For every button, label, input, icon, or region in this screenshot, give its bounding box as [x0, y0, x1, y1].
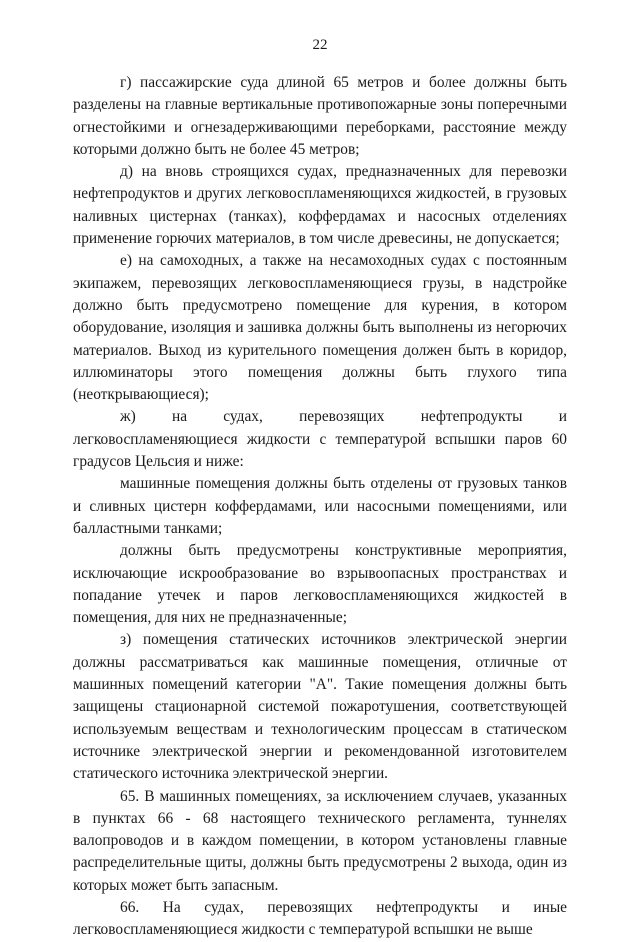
paragraph-spark-prevention: должны быть предусмотрены конструктивные мероприятия, исключающие искрообразование во взрывоопасных пространствах и попадание утечек и паров легковоспламеняющихся жидкостей в помещения, для них не предназначенные;	[73, 542, 567, 627]
paragraph-machinery-separation: машинные помещения должны быть отделены от грузовых танков и сливных цистерн коффердамами, или насосными помещениями, или балластными танками;	[73, 475, 567, 537]
paragraph-item-d: д) на вновь строящихся судах, предназначенных для перевозки нефтепродуктов и других легковоспламеняющихся жидкостей, в грузовых наливных цистернах (танках), коффердамах и насосных отделениях применение горючих материалов, в том числе древесины, не допускается;	[73, 163, 567, 248]
paragraph-item-zh: ж) на судах, перевозящих нефтепродукты и легковоспламеняющиеся жидкости с температурой вспышки паров 60 градусов Цельсия и ниже:	[73, 408, 567, 471]
page-number: 22	[312, 37, 328, 53]
document-body	[73, 72, 567, 942]
paragraph-clause-65: 65. В машинных помещениях, за исключением случаев, указанных в пунктах 66 - 68 настоящего технического регламента, туннелях валопроводов и в каждом помещении, в котором установлены главные распределительные щиты, должны быть предусмотрены 2 выхода, один из которых может быть запасным.	[73, 787, 567, 894]
paragraph-item-z: з) помещения статических источников электрической энергии должны рассматриваться как машинные помещения, отличные от машинных помещений категории "А". Такие помещения должны быть защищены стационарной системой пожаротушения, соответствующей используемым веществам и технологическим процессам в статическом источнике электрической энергии и рекомендованной изготовителем статического источника электрической энергии.	[73, 631, 567, 783]
paragraph-item-e: е) на самоходных, а также на несамоходных судах с постоянным экипажем, перевозящих легковоспламеняющиеся грузы, в надстройке должно быть предусмотрено помещение для курения, в котором оборудование, изоляция и зашивка должны быть выполнены из негорючих материалов. Выход из курительного помещения должен быть в коридор, иллюминаторы этого помещения должны быть глухого типа (неоткрывающиеся);	[73, 252, 567, 404]
paragraph-item-g: г) пассажирские суда длиной 65 метров и более должны быть разделены на главные вертикальные противопожарные зоны поперечными огнестойкими и огнезадерживающими переборками, расстояние между которыми должно быть не более 45 метров;	[73, 74, 567, 158]
paragraph-clause-66: 66. На судах, перевозящих нефтепродукты и иные легковоспламеняющиеся жидкости с температурой вспышки не выше	[73, 898, 567, 939]
